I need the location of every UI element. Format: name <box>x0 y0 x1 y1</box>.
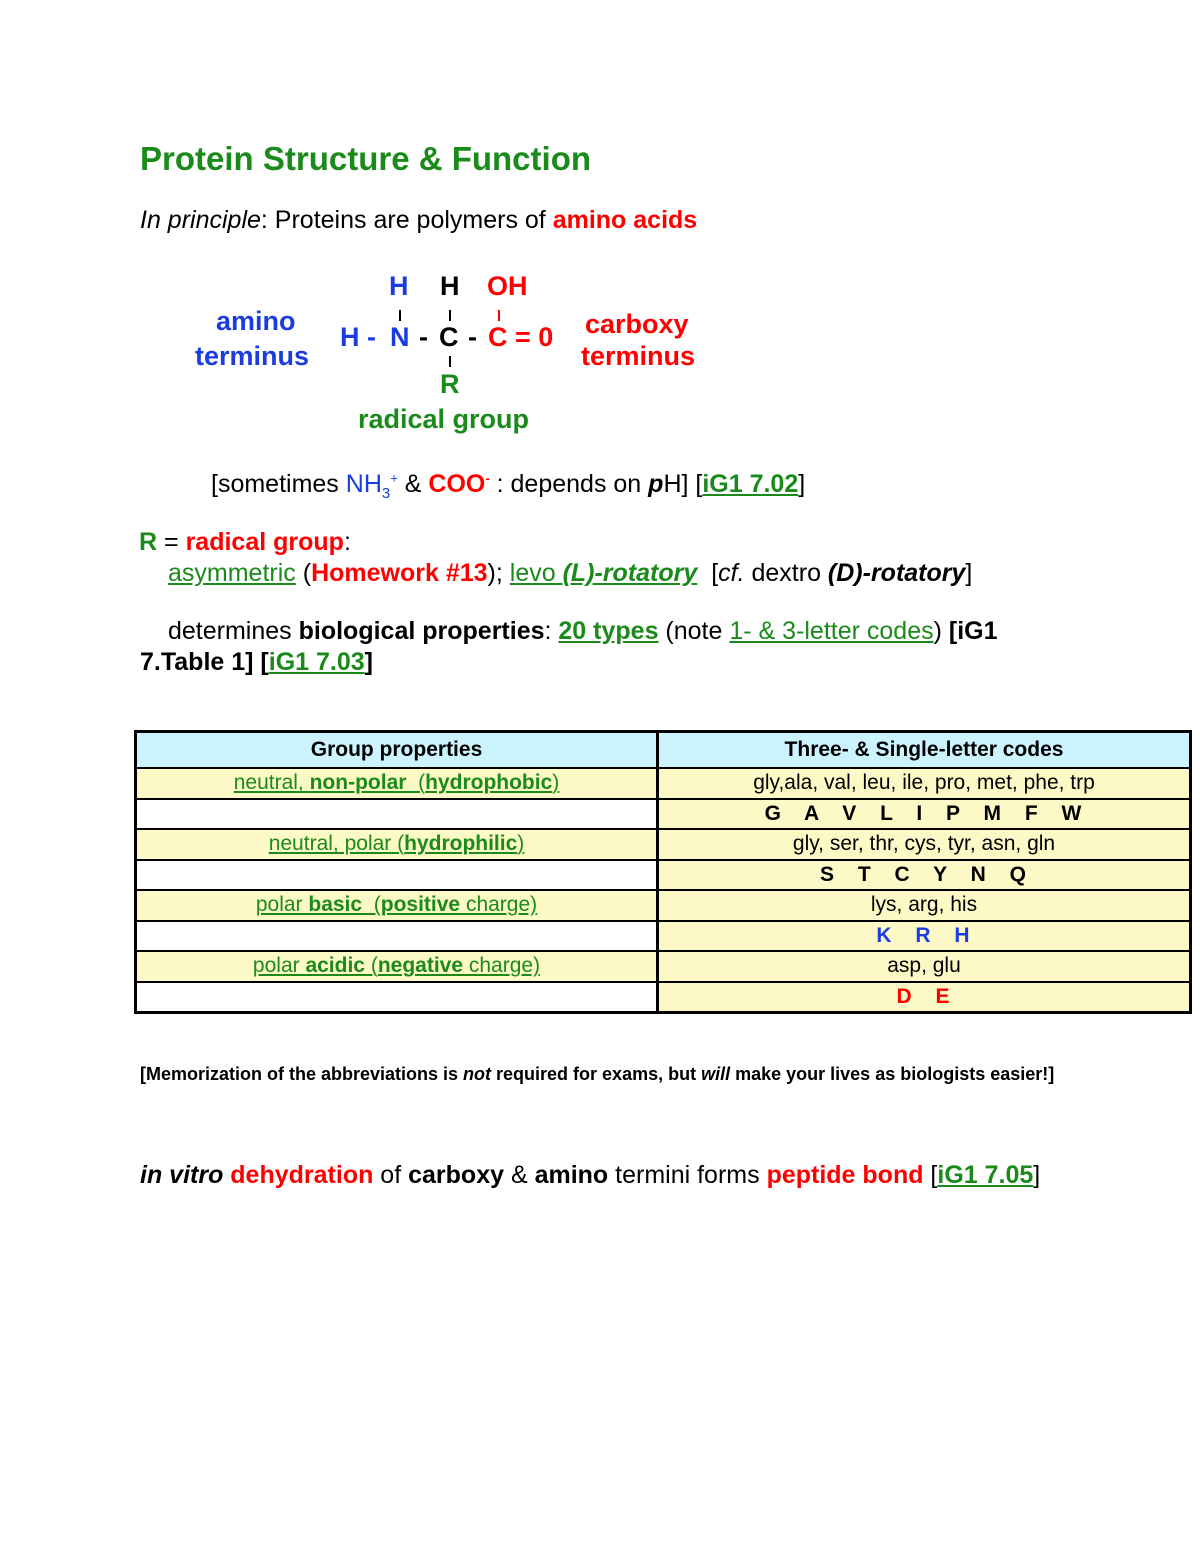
levo-rotatory-link[interactable]: (L)-rotatory <box>562 559 698 587</box>
ig1-table-ref: [iG1 <box>948 617 998 645</box>
coo-formula <box>428 470 489 498</box>
amp-text: & <box>397 470 429 498</box>
carboxy-label: carboxy <box>585 309 689 339</box>
dextro-text: dextro <box>744 559 828 587</box>
bond-dash: - <box>468 322 477 352</box>
memo-will: will <box>701 1064 731 1084</box>
of-text: of <box>373 1161 409 1189</box>
carboxy-terminus-label: terminus <box>581 341 696 371</box>
bracket-close: ] <box>364 648 373 676</box>
empty-cell <box>136 921 658 952</box>
bond-line <box>399 310 401 321</box>
codes-cell: gly,ala, val, leu, ile, pro, met, phe, trp <box>658 768 1191 799</box>
ig1-705-link[interactable]: iG1 7.05 <box>937 1161 1034 1189</box>
table-header-row <box>136 732 1191 769</box>
amino-label: amino <box>216 306 296 336</box>
r-definition-line <box>139 528 351 557</box>
empty-cell <box>136 799 658 830</box>
determines-text: determines <box>168 617 299 645</box>
principle-text: Proteins are polymers of <box>267 206 553 234</box>
amine-h-dash: H - <box>340 322 376 352</box>
levo-link[interactable]: levo <box>509 559 563 587</box>
group-cell <box>136 829 658 860</box>
group-text: hydrophilic <box>404 832 518 856</box>
table-row <box>136 860 1191 891</box>
amino-acid-table <box>134 730 1192 1014</box>
r-group: R <box>440 369 460 399</box>
group-text: ) <box>552 771 560 795</box>
nh-superscript: + <box>390 470 398 486</box>
bond-line <box>449 310 451 321</box>
nitrogen-atom: N <box>390 322 410 352</box>
codes-cell: lys, arg, his <box>658 890 1191 921</box>
h-text: H] [ <box>663 470 703 498</box>
bond-dash: - <box>419 322 428 352</box>
group-text: neutral, polar ( <box>268 832 405 856</box>
hydroxyl-group: OH <box>487 271 528 301</box>
memo-text: [Memorization of the abbreviations is <box>140 1064 464 1084</box>
amine-hydrogen: H <box>389 271 409 301</box>
colon-text: : <box>544 617 559 645</box>
colon-text: : <box>343 528 351 556</box>
empty-cell <box>136 860 658 891</box>
letters-cell: K R H <box>658 921 1191 952</box>
bracket-open: [ <box>697 559 719 587</box>
p-italic: p <box>648 470 664 498</box>
group-text: polar <box>252 954 306 978</box>
paren-open: ( <box>295 559 312 587</box>
group-text: ( <box>406 771 426 795</box>
sometimes-text: [sometimes <box>211 470 346 498</box>
group-text: ( <box>362 893 381 917</box>
note-text: (note <box>658 617 730 645</box>
empty-cell <box>136 982 658 1013</box>
group-text: ( <box>365 954 378 978</box>
homework-text: Homework #13 <box>311 559 488 587</box>
letters-cell: G A V L I P M F W <box>658 799 1191 830</box>
in-vitro-line <box>140 1160 1060 1191</box>
amp-text: & <box>504 1161 535 1189</box>
table-row <box>136 921 1191 952</box>
group-text: basic <box>308 893 363 917</box>
bond-line <box>449 356 451 367</box>
dextro-rotatory-text: (D)-rotatory <box>827 559 966 587</box>
group-cell <box>136 890 658 921</box>
group-text: ) <box>517 832 525 856</box>
bracket-open: [ <box>923 1161 938 1189</box>
group-cell <box>136 768 658 799</box>
carboxy-text: carboxy <box>408 1161 504 1189</box>
r-symbol: R <box>139 528 158 556</box>
nh3-formula <box>345 470 398 502</box>
peptide-bond-text: peptide bond <box>766 1161 924 1189</box>
group-text: acidic <box>305 954 365 978</box>
group-text: charge) <box>463 954 541 978</box>
table-row <box>136 890 1191 921</box>
memo-text: required for exams, but <box>491 1064 702 1084</box>
principle-lead: In principle <box>140 206 261 234</box>
radical-group-label: radical group <box>358 404 530 434</box>
biological-properties-text: biological properties <box>298 617 545 645</box>
memorization-note <box>140 1063 1100 1086</box>
group-text: charge) <box>460 893 538 917</box>
table-row <box>136 951 1191 982</box>
table-row <box>136 768 1191 799</box>
dehydration-text: dehydration <box>223 1161 374 1189</box>
ig1-702-link[interactable]: iG1 7.02 <box>702 470 799 498</box>
paren-close: ); <box>487 559 510 587</box>
twenty-types-link[interactable]: 20 types <box>558 617 659 645</box>
coo-text: COO <box>428 470 486 498</box>
radical-group-text: radical group <box>185 528 344 556</box>
principle-line <box>140 206 697 235</box>
group-cell <box>136 951 658 982</box>
equals-text: = <box>157 528 186 556</box>
group-text: positive <box>380 893 461 917</box>
alpha-hydrogen: H <box>440 271 460 301</box>
depends-text: : depends on <box>489 470 649 498</box>
amino-terminus-label: terminus <box>195 341 310 371</box>
memo-text: make your lives as biologists easier!] <box>730 1064 1055 1084</box>
amino-text: amino <box>534 1161 609 1189</box>
in-vitro-text: in vitro <box>140 1161 224 1189</box>
letters-cell: S T C Y N Q <box>658 860 1191 891</box>
table-row <box>136 799 1191 830</box>
group-properties-header: Group properties <box>136 732 658 769</box>
amino-acids-highlight: amino acids <box>552 206 698 234</box>
termini-text: termini forms <box>608 1161 767 1189</box>
bracket-open: [ <box>253 648 269 676</box>
paren-close: ) <box>933 617 949 645</box>
group-text: hydrophobic <box>425 771 553 795</box>
asymmetric-line <box>168 559 972 588</box>
coo-superscript: - <box>485 470 490 486</box>
group-text: negative <box>377 954 464 978</box>
codes-header: Three- & Single-letter codes <box>658 732 1191 769</box>
group-text: polar <box>255 893 309 917</box>
sometimes-line <box>211 470 805 502</box>
codes-cell: gly, ser, thr, cys, tyr, asn, gln <box>658 829 1191 860</box>
codes-cell: asp, glu <box>658 951 1191 982</box>
table-row <box>136 982 1191 1013</box>
bracket-close: ] <box>798 470 806 498</box>
ig1-703-link[interactable]: iG1 7.03 <box>268 648 365 676</box>
group-text: neutral, <box>233 771 310 795</box>
page-title: Protein Structure & Function <box>140 140 592 177</box>
memo-not: not <box>463 1064 492 1084</box>
asymmetric-link[interactable]: asymmetric <box>168 559 296 587</box>
letters-cell: D E <box>658 982 1191 1013</box>
principle-colon: : <box>260 206 268 234</box>
table-row <box>136 829 1191 860</box>
cf-text: cf. <box>718 559 745 587</box>
nh-subscript: 3 <box>381 485 391 502</box>
bracket-close: ] <box>965 559 973 587</box>
determines-line-2 <box>140 648 373 677</box>
bracket-close: ] <box>1033 1161 1041 1189</box>
bond-line <box>498 310 500 321</box>
carboxyl-carbon: C = 0 <box>488 322 554 352</box>
alpha-carbon: C <box>439 322 459 352</box>
group-text: non-polar <box>309 771 407 795</box>
determines-line-1 <box>168 617 998 646</box>
letter-codes-link[interactable]: 1- & 3-letter codes <box>729 617 934 645</box>
nh-text: NH <box>345 470 382 498</box>
table-ref-text: 7.Table 1] <box>140 648 254 676</box>
